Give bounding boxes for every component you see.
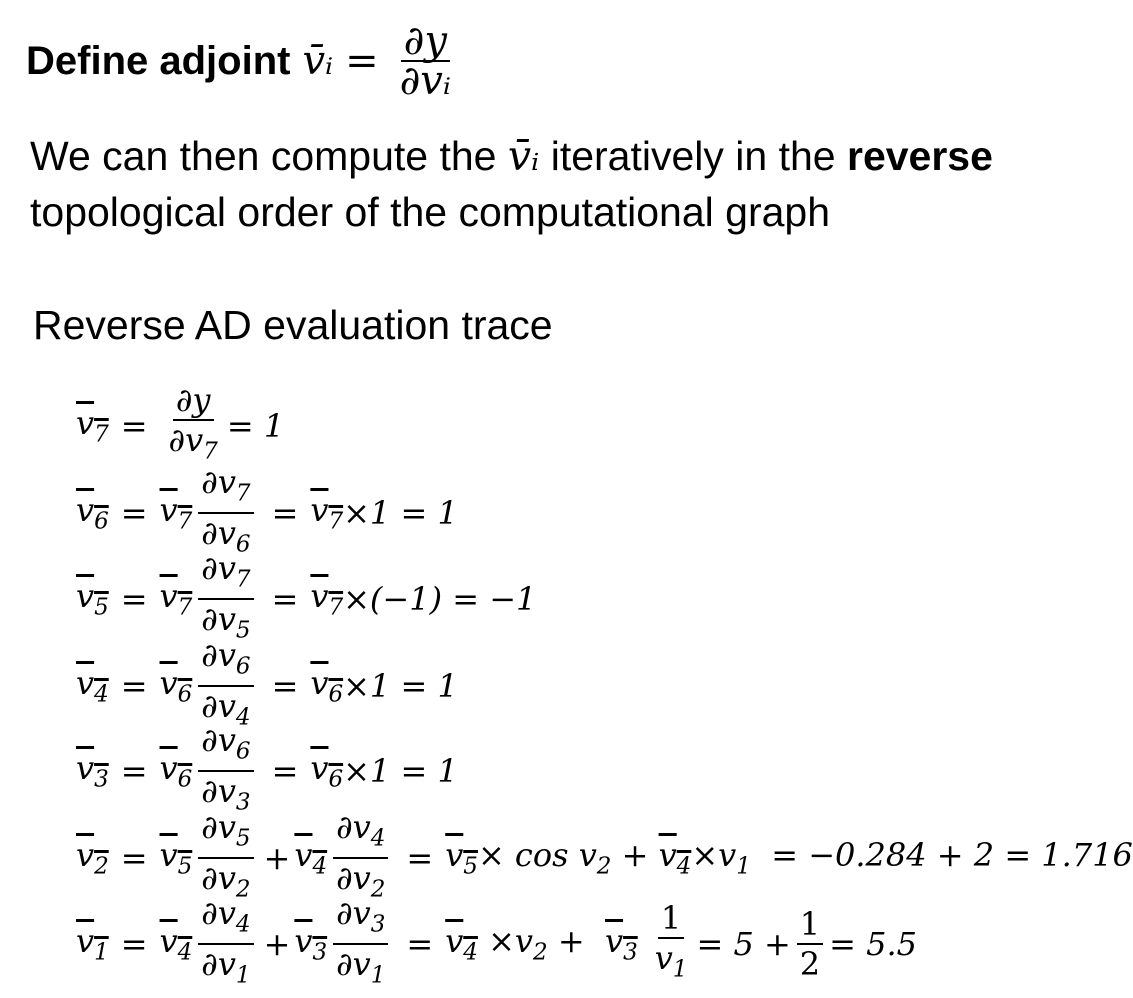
adjoint-symbol-inline: v̄ᵢ [507,132,540,180]
intro-paragraph: We can then compute the v̄ᵢ iteratively in the reverse topological order of the computational graph [30,132,993,235]
trace-row-v1: $v_1$ = $v_4$ $\frac{\partial v_4}{\partial v_1}$ + $v_3$ $\frac{\partial v_3}{\partial v_1}$ = $v_4$ $\times v_2$ + $v_3$ $\frac{1}{v_1}$ = 5 + $\frac{1}{2}$ = 5.5 [76,893,918,989]
adjoint-symbol: v̄ᵢ [302,38,334,84]
define-adjoint-label: Define adjoint [26,38,291,83]
trace-row-v7: $v_7$ = $\frac{\partial y}{\partial v_7}$ = 1 [76,381,285,465]
trace-row-v6: $v_6$ = $v_7$ $\frac{\partial v_7}{\partial v_6}$ = $v_7$ ×1 = 1 [76,462,458,558]
trace-row-v3: $v_3$ = $v_6$ $\frac{\partial v_6}{\partial v_3}$ = $v_6$ ×1 = 1 [76,720,458,816]
trace-row-v5: $v_5$ = $v_7$ $\frac{\partial v_7}{\partial v_5}$ = $v_7$ ×(−1) = −1 [76,548,537,644]
adjoint-definition-fraction: $\frac{\partial y}{\text{∂vᵢ}}$ [399,18,451,104]
trace-row-v2: $v_2$ = $v_5$ $\frac{\partial v_5}{\partial v_2}$ + $v_4$ $\frac{\partial v_4}{\partial v_2}$ = $v_5$ × $\cos v_2$ + $v_4$ $\times v_1 = -0.284 + 2 = 1.716$ [76,807,1133,903]
header: Define adjoint v̄ᵢ = $\frac{\partial y}{\text{∂vᵢ}}$ [26,16,460,106]
trace-row-v4: $v_4$ = $v_6$ $\frac{\partial v_6}{\partial v_4}$ = $v_6$ ×1 = 1 [76,635,458,731]
trace-title: Reverse AD evaluation trace [33,302,553,348]
